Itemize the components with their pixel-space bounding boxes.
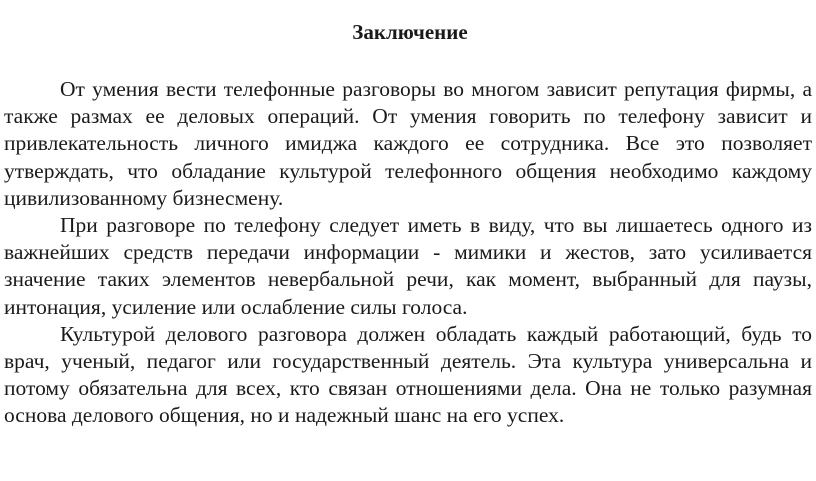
paragraph-1: От умения вести телефонные разговоры во многом зависит репутация фирмы, а также размах ее деловых операций. От умения говорить по телефону зависит и привлекательность личного имиджа каждого ее сотрудника. Все это позволяет утверждать, что обладание культурой телефонного общения необходимо каждому цивилизованному бизнесмену. xyxy=(4,77,812,210)
paragraph-2: При разговоре по телефону следует иметь в виду, что вы лишаетесь одного из важнейших средств передачи информации - мимики и жестов, зато усиливается значение таких элементов невербальной речи, как момент, выбранный для паузы, интонация, усиление или ослабление силы голоса. xyxy=(4,213,812,319)
paragraph-3: Культурой делового разговора должен обладать каждый работающий, будь то врач, ученый, педагог или государственный деятель. Эта культура универсальна и потому обязательна для всех, кто связан отношениями дела. Она не только разумная основа делового общения, но и надежный шанс на его успех. xyxy=(4,321,812,428)
document-title: Заключение xyxy=(352,20,468,44)
